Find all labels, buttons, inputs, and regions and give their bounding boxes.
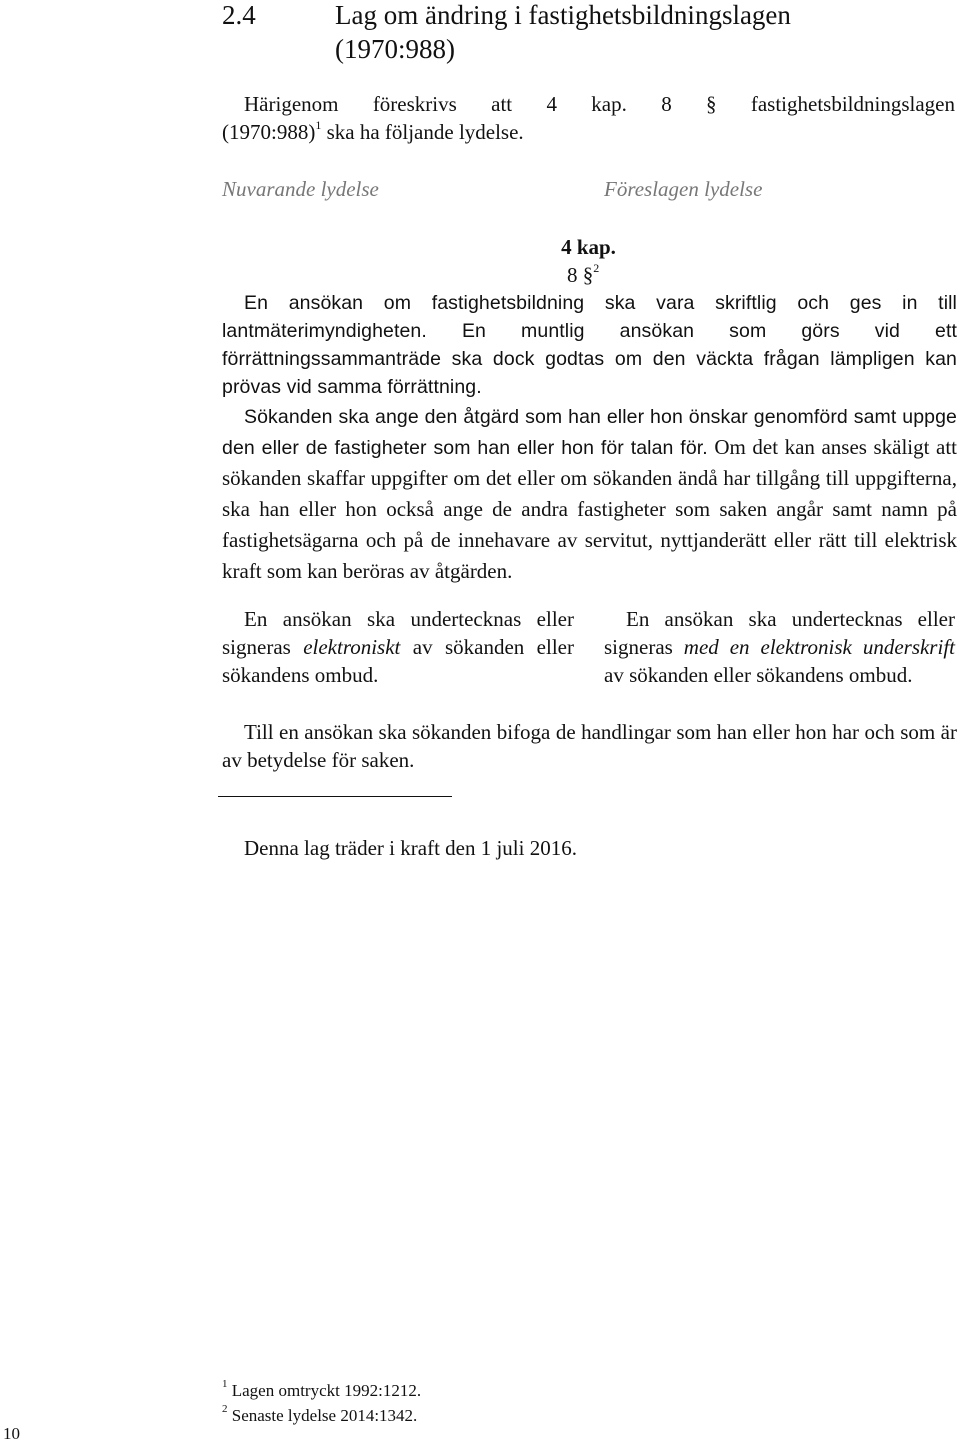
paragraph-2-part-a: Sökanden ska ange den åtgärd som han eller hon önskar genomförd samt uppge den eller de fastigheter som han eller hon för talan för. [222, 406, 957, 459]
column-proposed-heading: Föreslagen lydelse [604, 177, 763, 201]
compare-current-emphasis: elektroniskt [303, 635, 401, 659]
entry-into-force: Denna lag träder i kraft den 1 juli 2016. [244, 836, 577, 860]
paragraph-1: En ansökan om fastighetsbildning ska vara skriftlig och ges in till lantmäterimyndigheten. En muntlig ansökan som görs vid ett förrättningssammanträde ska dock godtas om den väckta frågan lämpligen kan prövas vid samma förrättning. [222, 292, 957, 398]
compare-proposed-emphasis: med en elektronisk underskrift [683, 635, 955, 659]
page-number: 10 [3, 1424, 20, 1443]
footnote-2: $^2$ Senaste lydelse 2014:1342. [222, 1403, 418, 1425]
intro-line1: Härigenom föreskrivs att 4 kap. 8 § fastighetsbildningslagen [244, 92, 955, 116]
footnote-ref-2: 2 [593, 261, 600, 275]
compare-proposed: En ansökan ska undertecknas eller signeras med en elektronisk underskrift av sökanden eller sökandens ombud. [604, 607, 955, 687]
column-current-heading: Nuvarande lydelse [222, 177, 379, 201]
footnote-ref-1: 1 [315, 118, 322, 132]
footnote-1: $^1$ Lagen omtryckt 1992:1212. [222, 1378, 422, 1400]
compare-current: En ansökan ska undertecknas eller signeras elektroniskt av sökanden eller sökandens ombud. [222, 607, 574, 687]
section-number: 2.4 [222, 0, 256, 30]
section-title [335, 0, 935, 66]
paragraph-2-part-b: Om det kan anses skäligt att sökanden skaffar uppgifter om det eller om sökanden ändå har tillgång till uppgifterna, ska han eller hon också ange de andra fastigheter som saken angår samt namn på fastighetsägarna och på de innehavare av servitut, nyttjanderätt eller rätt till elektrisk kraft som kan beröras av åtgärden. [222, 435, 958, 583]
section-title-line2: (1970:988) [335, 34, 455, 64]
closing-paragraph: Till en ansökan ska sökanden bifoga de handlingar som han eller hon har och som är av betydelse för saken. [222, 720, 957, 772]
section-title-line1: Lag om ändring i fastighetsbildningslagen [335, 0, 791, 30]
intro-line2: (1970:988)$^1$ ska ha följande lydelse. [222, 118, 524, 144]
paragraph-2 [222, 403, 957, 588]
separator-rule [218, 796, 452, 797]
section-heading: 8 §$^2$ [567, 261, 600, 287]
chapter-heading: 4 kap. [561, 235, 616, 259]
intro-paragraph [244, 90, 955, 118]
